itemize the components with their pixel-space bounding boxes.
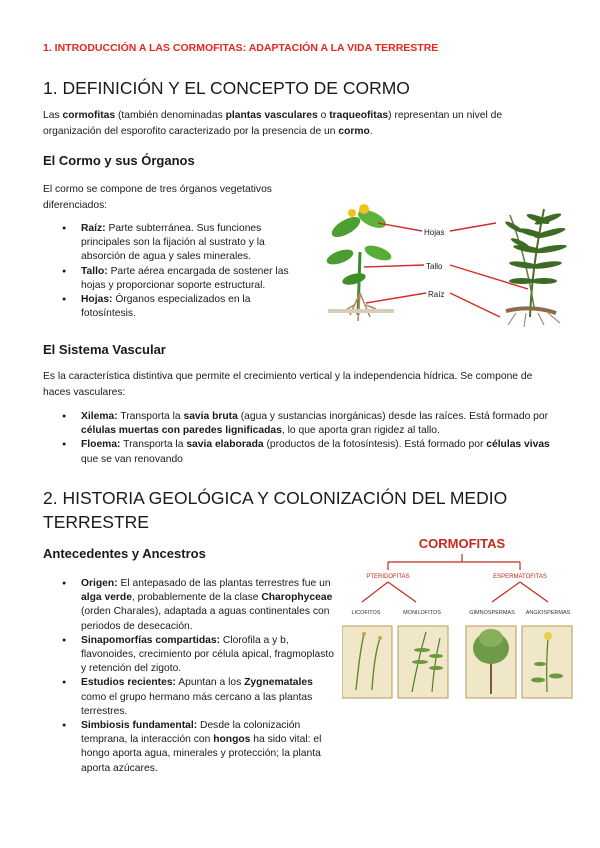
group-label: LICOFITOS <box>351 610 381 616</box>
ancestors-heading: Antecedentes y Ancestros <box>43 546 206 561</box>
organs-heading: El Cormo y sus Órganos <box>43 153 195 168</box>
bold-run: savia bruta <box>183 411 238 422</box>
plate-licofitos <box>342 626 392 698</box>
cormo-organs-figure <box>320 197 578 329</box>
text-run: que se van renovando <box>81 453 183 465</box>
text-run: Transporta la <box>117 411 184 422</box>
bold-run: cormofitas <box>62 110 116 121</box>
text-run: (productos de la fotosíntesis). Está formado por <box>263 439 487 451</box>
text-run: Parte subterránea. Sus funciones principales son la fijación al sustrato y la absorción de agua y sales minerales. <box>81 223 265 263</box>
vascular-list <box>81 410 559 467</box>
bold-run: plantas vasculares <box>225 110 318 121</box>
bold-run: Sinapomorfías compartidas: <box>81 634 221 646</box>
label-stem: Tallo <box>426 262 443 271</box>
cormofitas-figure <box>342 530 582 720</box>
document-header: 1. INTRODUCCIÓN A LAS CORMOFITAS: ADAPTACIÓN A LA VIDA TERRESTRE <box>43 42 439 54</box>
bold-run: cormo <box>338 126 370 137</box>
vascular-heading: El Sistema Vascular <box>43 342 166 357</box>
text-run: , lo que aporta gran rigidez al tallo. <box>281 425 440 437</box>
fern-illustration <box>504 209 567 327</box>
bold-run: Hojas: <box>81 294 113 306</box>
bold-run: Xilema: <box>81 411 118 422</box>
text-run: como el grupo hermano más cercano a las plantas terrestres. <box>81 691 313 717</box>
bold-run: traqueofitas <box>329 110 389 121</box>
bold-run: células vivas <box>486 439 550 451</box>
text-run: Las <box>43 110 63 121</box>
bold-run: Simbiosis fundamental: <box>81 720 198 732</box>
list-item <box>81 265 306 293</box>
bold-run: Zygnematales <box>244 677 313 689</box>
section1-intro <box>43 108 563 140</box>
label-leaves: Hojas <box>424 228 445 237</box>
ancestors-list <box>81 577 337 776</box>
text-run: . <box>369 126 373 137</box>
text-run: ha sido vital: el hongo aporta agua, minerales y protección; la planta aporta azúcares. <box>81 734 322 774</box>
text-run: , probablemente de la clase <box>131 592 262 604</box>
bold-run: células muertas con paredes lignificadas <box>81 425 282 437</box>
section2-heading <box>43 486 507 534</box>
seedling-illustration <box>325 204 394 321</box>
bold-run: Charophyceae <box>261 592 333 604</box>
section2-heading-line1: 2. HISTORIA GEOLÓGICA Y COLONIZACIÓN DEL MEDIO <box>43 488 508 508</box>
bold-run: alga verde <box>81 592 132 604</box>
list-item <box>81 410 559 438</box>
organs-intro: El cormo se compone de tres órganos vegetativos diferenciados: <box>43 184 272 211</box>
text-run: El antepasado de las plantas terrestres fue un <box>117 578 331 589</box>
bold-run: Tallo: <box>81 265 108 277</box>
bold-run: Origen: <box>81 578 118 589</box>
plate-angiospermas <box>522 626 572 698</box>
plate-monilofitos <box>398 626 448 698</box>
list-item <box>81 676 337 719</box>
bold-run: hongos <box>213 734 251 746</box>
text-run: (también denominadas <box>115 110 226 121</box>
group-label: GIMNOSPERMAS <box>469 610 515 616</box>
organs-list <box>81 222 306 321</box>
text-run: Transporta la <box>120 439 187 451</box>
text-run: ) representan un nivel de organización del esporofito caracterizado por la presencia de un <box>43 110 503 137</box>
bold-run: Floema: <box>81 439 121 451</box>
plate-gimnospermas <box>466 626 516 698</box>
left-branch-label: PTERIDOFITAS <box>366 574 410 580</box>
text-run: (orden Charales), adaptada a aguas continentales con periodos de desecación. <box>81 606 330 632</box>
cormofitas-title: CORMOFITAS <box>418 536 506 551</box>
list-item <box>81 222 306 265</box>
text-run: o <box>317 110 330 121</box>
section1-heading: 1. DEFINICIÓN Y EL CONCEPTO DE CORMO <box>43 78 410 98</box>
text-run: Desde la colonización temprana, la interacción con <box>81 720 301 746</box>
text-run: Parte aérea encargada de sostener las hojas y proporcionar soporte estructural. <box>81 265 289 291</box>
text-run: Órganos especializados en la fotosíntesis. <box>81 294 251 320</box>
vascular-intro: Es la característica distintiva que permite el crecimiento vertical y la independencia hídrica. Se compone de haces vasculares: <box>43 371 533 398</box>
text-run: (agua y sustancias inorgánicas) desde las raíces. Está formado por <box>237 411 549 422</box>
list-item <box>81 719 337 776</box>
list-item <box>81 293 306 321</box>
group-label: MONILOFITOS <box>403 610 441 616</box>
label-root: Raíz <box>428 290 445 299</box>
text-run: Apuntan a los <box>176 677 245 689</box>
bold-run: Raíz: <box>81 223 106 234</box>
list-item <box>81 634 337 677</box>
group-label: ANGIOSPERMAS <box>525 610 571 616</box>
text-run: Clorofila a y b, flavonoides, crecimiento por célula apical, fragmoplasto y retención del zigoto. <box>81 634 334 675</box>
bold-run: savia elaborada <box>186 439 264 451</box>
list-item <box>81 438 559 466</box>
section2-heading-line2: TERRESTRE <box>43 512 149 532</box>
list-item <box>81 577 337 634</box>
right-branch-label: ESPERMATOFITAS <box>493 574 547 580</box>
bold-run: Estudios recientes: <box>81 677 176 689</box>
